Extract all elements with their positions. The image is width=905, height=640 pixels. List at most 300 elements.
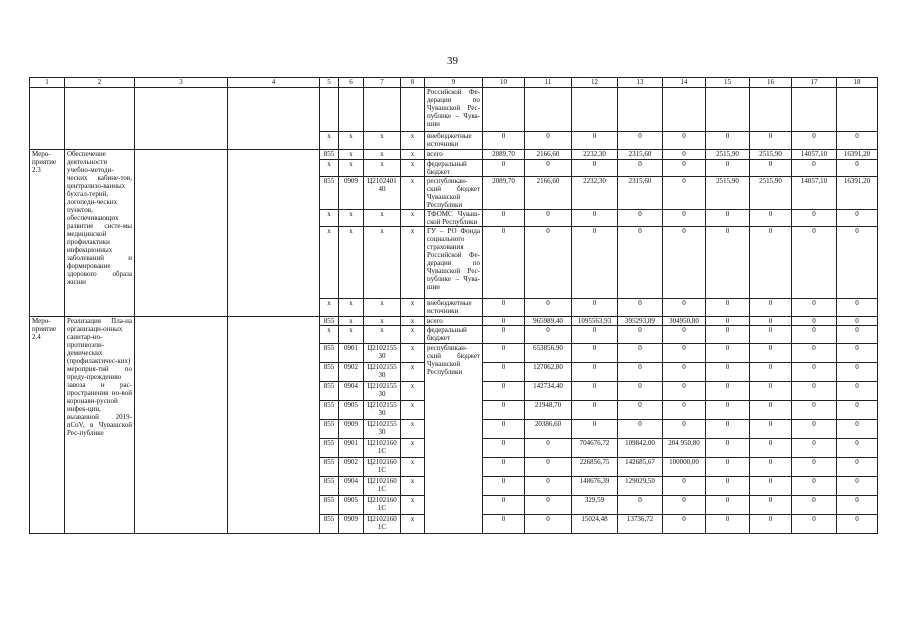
table-cell: x xyxy=(339,326,364,344)
table-cell: 0 xyxy=(483,317,525,326)
table-cell: 855 xyxy=(320,317,339,326)
table-cell: Ц2102155 30 xyxy=(364,344,401,363)
table-cell: 0 xyxy=(792,420,837,439)
table-cell: x xyxy=(320,299,339,317)
table-cell: 0 xyxy=(837,496,878,515)
table-cell: x xyxy=(339,299,364,317)
table-cell: 0 xyxy=(792,160,837,177)
table-cell: 855 xyxy=(320,344,339,363)
empty-cell xyxy=(228,150,320,317)
table-cell: 16391,20 xyxy=(837,150,878,160)
table-cell: x xyxy=(401,160,425,177)
column-number: 15 xyxy=(706,78,750,88)
table-cell: 0 xyxy=(618,132,663,150)
source-of-funding: Российской Фе-дерации по Чувашской Рес-публике – Чува-шии xyxy=(425,88,483,132)
empty-cell xyxy=(339,88,364,132)
table-cell: 0 xyxy=(663,210,706,227)
empty-cell xyxy=(837,88,878,132)
table-cell: x xyxy=(364,160,401,177)
table-cell: 0 xyxy=(837,317,878,326)
table-cell: 0 xyxy=(663,401,706,420)
table-cell: x xyxy=(401,420,425,439)
table-cell: x xyxy=(401,326,425,344)
table-cell: 2089,70 xyxy=(483,150,525,160)
table-cell: 0 xyxy=(663,132,706,150)
table-cell: 0 xyxy=(525,496,572,515)
table-cell: 855 xyxy=(320,177,339,210)
table-cell: 0 xyxy=(706,160,750,177)
table-cell: x xyxy=(339,132,364,150)
table-cell: x xyxy=(401,401,425,420)
table-cell: 0 xyxy=(750,326,792,344)
empty-cell xyxy=(706,88,750,132)
table-cell: x xyxy=(401,439,425,458)
table-cell: 0 xyxy=(618,227,663,299)
table-cell: 0 xyxy=(483,401,525,420)
table-cell: x xyxy=(364,227,401,299)
table-cell: 0 xyxy=(618,382,663,401)
table-cell: 0 xyxy=(572,401,618,420)
table-cell: 14057,10 xyxy=(792,150,837,160)
source-of-funding: республикан-ский бюджет Чувашской Республики xyxy=(425,344,483,534)
table-cell: 0 xyxy=(750,317,792,326)
table-cell: 0 xyxy=(706,326,750,344)
column-number: 11 xyxy=(525,78,572,88)
table-cell: x xyxy=(339,150,364,160)
table-cell: 0 xyxy=(483,160,525,177)
table-cell: 0 xyxy=(663,177,706,210)
table-cell: 0 xyxy=(750,515,792,534)
table-cell: Ц2102160 1С xyxy=(364,477,401,496)
table-cell: 0 xyxy=(706,515,750,534)
table-cell: 0 xyxy=(572,132,618,150)
table-cell: 0909 xyxy=(339,420,364,439)
table-cell: 0905 xyxy=(339,496,364,515)
measure-label: Меро-приятие 2.3 xyxy=(30,150,65,317)
table-cell: 0 xyxy=(663,150,706,160)
table-cell: 0 xyxy=(837,344,878,363)
column-number-row xyxy=(30,78,878,88)
table-cell: 14057,10 xyxy=(792,177,837,210)
table-cell: 855 xyxy=(320,515,339,534)
empty-cell xyxy=(30,88,65,150)
table-cell: 0 xyxy=(483,344,525,363)
table-cell: 0 xyxy=(792,382,837,401)
table-cell: 0 xyxy=(483,326,525,344)
column-number: 14 xyxy=(663,78,706,88)
table-cell: 0 xyxy=(750,496,792,515)
table-cell: 0 xyxy=(525,515,572,534)
table-cell: 0 xyxy=(837,420,878,439)
table-cell: 0 xyxy=(663,299,706,317)
table-cell: 0 xyxy=(525,160,572,177)
table-cell: 1095563,93 xyxy=(572,317,618,326)
source-of-funding: всего xyxy=(425,150,483,160)
column-number: 13 xyxy=(618,78,663,88)
table-cell: Ц2102155 30 xyxy=(364,363,401,382)
table-cell: 0 xyxy=(750,477,792,496)
table-cell: 0 xyxy=(525,299,572,317)
table-cell: x xyxy=(320,160,339,177)
table-cell: 0 xyxy=(792,210,837,227)
table-cell: 2232,30 xyxy=(572,177,618,210)
empty-cell xyxy=(320,88,339,132)
table-cell: x xyxy=(401,477,425,496)
table-cell: 2166,60 xyxy=(525,150,572,160)
table-cell: 0 xyxy=(792,227,837,299)
table-cell: 148676,39 xyxy=(572,477,618,496)
column-number: 6 xyxy=(339,78,364,88)
table-cell: 21948,70 xyxy=(525,401,572,420)
table-cell: 100000,00 xyxy=(663,458,706,477)
table-cell: 0 xyxy=(525,477,572,496)
table-cell: x xyxy=(364,299,401,317)
column-number: 8 xyxy=(401,78,425,88)
table-cell: Ц2102160 1С xyxy=(364,515,401,534)
table-cell: 15024,48 xyxy=(572,515,618,534)
table-cell: x xyxy=(401,363,425,382)
table-cell: 0 xyxy=(618,326,663,344)
table-cell: 0 xyxy=(572,344,618,363)
table-cell: 0 xyxy=(483,132,525,150)
table-cell: 0 xyxy=(792,515,837,534)
table-cell: 0 xyxy=(483,227,525,299)
table-cell: 0 xyxy=(618,420,663,439)
table-cell: 0 xyxy=(750,458,792,477)
empty-cell xyxy=(525,88,572,132)
table-cell: x xyxy=(401,344,425,363)
table-cell: x xyxy=(339,317,364,326)
table-cell: 0 xyxy=(663,227,706,299)
empty-cell xyxy=(135,150,228,317)
table-cell: 0 xyxy=(792,132,837,150)
table-cell: 0 xyxy=(750,420,792,439)
table-cell: 0 xyxy=(837,439,878,458)
table-cell: 0 xyxy=(483,210,525,227)
table-cell: 0 xyxy=(706,420,750,439)
table-cell: 0 xyxy=(663,363,706,382)
table-cell: 0 xyxy=(706,401,750,420)
table-cell: 0901 xyxy=(339,344,364,363)
table-cell: 0 xyxy=(837,515,878,534)
table-cell: 2166,60 xyxy=(525,177,572,210)
table-cell: 0904 xyxy=(339,382,364,401)
table-cell: Ц2102155 30 xyxy=(364,401,401,420)
table-cell: 395293,89 xyxy=(618,317,663,326)
table-cell: 0 xyxy=(663,477,706,496)
table-cell: 0904 xyxy=(339,477,364,496)
table-cell: x xyxy=(401,382,425,401)
table-cell: 0 xyxy=(483,439,525,458)
table-cell: 0 xyxy=(706,363,750,382)
column-number: 10 xyxy=(483,78,525,88)
table-cell: 855 xyxy=(320,458,339,477)
table-cell: 0901 xyxy=(339,439,364,458)
source-of-funding: федеральный бюджет xyxy=(425,160,483,177)
table-cell: 0 xyxy=(837,401,878,420)
table-cell: 0 xyxy=(750,344,792,363)
table-cell: 0 xyxy=(483,299,525,317)
measure-label: Меро-приятие 2.4 xyxy=(30,317,65,534)
table-cell: 0 xyxy=(837,227,878,299)
column-number: 9 xyxy=(425,78,483,88)
table-cell: 2315,60 xyxy=(618,177,663,210)
table-cell: 0 xyxy=(663,326,706,344)
table-cell: 0 xyxy=(618,363,663,382)
table-cell: 0 xyxy=(663,344,706,363)
empty-cell xyxy=(792,88,837,132)
table-cell: 0 xyxy=(706,227,750,299)
table-cell: 855 xyxy=(320,496,339,515)
table-cell: 0 xyxy=(572,210,618,227)
empty-cell xyxy=(135,88,228,150)
table-cell: 0 xyxy=(837,477,878,496)
table-cell: 0 xyxy=(525,227,572,299)
table-cell: 855 xyxy=(320,382,339,401)
table-cell: 304950,80 xyxy=(663,317,706,326)
table-cell: 0 xyxy=(483,477,525,496)
measure-description: Реализация Пла-на организаци-онных санитар-но-противоэпи-демических (профилактичес-ких) мероприя-тий по преду-преждению завоза и рас-пространения но-вой коронави-русной инфек-ции, вызванной 2019-nCoV, в Чувашской Рес-публике xyxy=(65,317,135,534)
table-cell: 13736,72 xyxy=(618,515,663,534)
table-cell: 0 xyxy=(750,160,792,177)
table-cell: 0 xyxy=(792,317,837,326)
table-cell: x xyxy=(339,227,364,299)
table-cell: 0 xyxy=(572,299,618,317)
empty-cell xyxy=(483,88,525,132)
column-number: 16 xyxy=(750,78,792,88)
column-number: 1 xyxy=(30,78,65,88)
table-cell: 855 xyxy=(320,420,339,439)
column-number: 12 xyxy=(572,78,618,88)
table-cell: Ц2102155 30 xyxy=(364,420,401,439)
table-cell: x xyxy=(401,150,425,160)
table-cell: 0 xyxy=(525,132,572,150)
table-cell: x xyxy=(320,326,339,344)
table-cell: 855 xyxy=(320,150,339,160)
table-cell: 855 xyxy=(320,477,339,496)
table-cell: 129029,50 xyxy=(618,477,663,496)
column-number: 7 xyxy=(364,78,401,88)
source-of-funding: федеральный бюджет xyxy=(425,326,483,344)
table-cell: 204 950,80 xyxy=(663,439,706,458)
table-cell: 0 xyxy=(792,344,837,363)
table-cell: 0 xyxy=(792,326,837,344)
budget-table xyxy=(29,77,878,534)
table-cell: 0 xyxy=(483,515,525,534)
table-cell: 0 xyxy=(572,227,618,299)
table-cell: x xyxy=(320,210,339,227)
empty-cell xyxy=(228,88,320,150)
table-cell: x xyxy=(320,227,339,299)
table-cell: 16391,20 xyxy=(837,177,878,210)
table-cell: 704676,72 xyxy=(572,439,618,458)
table-cell: x xyxy=(364,150,401,160)
table-cell: x xyxy=(401,515,425,534)
table-cell: x xyxy=(401,299,425,317)
table-cell: 0 xyxy=(792,496,837,515)
table-cell: 0 xyxy=(837,382,878,401)
table-cell: x xyxy=(339,210,364,227)
table-cell: 0 xyxy=(618,160,663,177)
table-cell: 855 xyxy=(320,401,339,420)
table-cell: Ц2102160 1С xyxy=(364,458,401,477)
table-cell: x xyxy=(401,210,425,227)
source-of-funding: ГУ – РО Фонда социального страхования Российской Фе-дерации по Чувашской Рес-публике – Чува-шии xyxy=(425,227,483,299)
table-cell: 0 xyxy=(837,132,878,150)
table-cell: 127062,80 xyxy=(525,363,572,382)
table-cell: 142685,67 xyxy=(618,458,663,477)
table-cell: 0 xyxy=(706,439,750,458)
table-cell: 0 xyxy=(837,458,878,477)
empty-cell xyxy=(135,317,228,534)
table-cell: 0 xyxy=(706,496,750,515)
table-cell: 2515,90 xyxy=(750,150,792,160)
table-cell: 2515,90 xyxy=(750,177,792,210)
table-cell: 0 xyxy=(618,210,663,227)
table-cell: Ц2102160 1С xyxy=(364,439,401,458)
table-cell: 2089,70 xyxy=(483,177,525,210)
empty-cell xyxy=(401,88,425,132)
source-of-funding: республикан-ский бюджет Чувашской Республики xyxy=(425,177,483,210)
table-cell: 0 xyxy=(706,458,750,477)
table-cell: 855 xyxy=(320,439,339,458)
table-cell: 0 xyxy=(750,382,792,401)
table-cell: 0 xyxy=(837,299,878,317)
table-cell: 20386,60 xyxy=(525,420,572,439)
table-cell: 0 xyxy=(663,496,706,515)
table-cell: 0 xyxy=(618,401,663,420)
table-cell: 0 xyxy=(792,299,837,317)
source-of-funding: внебюджетные источники xyxy=(425,299,483,317)
table-cell: 0 xyxy=(618,344,663,363)
table-cell: 0 xyxy=(663,515,706,534)
empty-cell xyxy=(364,88,401,132)
table-cell: Ц2102155 30 xyxy=(364,382,401,401)
table-cell: 0909 xyxy=(339,515,364,534)
table-cell: 0 xyxy=(572,160,618,177)
table-cell: 0 xyxy=(792,439,837,458)
source-of-funding: внебюджетные источники xyxy=(425,132,483,150)
table-cell: 965989,40 xyxy=(525,317,572,326)
table-cell: 226856,75 xyxy=(572,458,618,477)
table-cell: 0 xyxy=(572,326,618,344)
table-cell: 0 xyxy=(525,326,572,344)
table-cell: 0 xyxy=(792,401,837,420)
empty-cell xyxy=(750,88,792,132)
table-cell: 0 xyxy=(837,363,878,382)
table-cell: 0 xyxy=(663,420,706,439)
table-cell: 0 xyxy=(706,299,750,317)
empty-cell xyxy=(65,88,135,150)
table-row xyxy=(30,150,878,160)
column-number: 17 xyxy=(792,78,837,88)
table-cell: 329,59 xyxy=(572,496,618,515)
table-cell: 0 xyxy=(750,299,792,317)
table-cell: 0 xyxy=(837,160,878,177)
table-cell: 142734,40 xyxy=(525,382,572,401)
table-cell: 0 xyxy=(483,382,525,401)
table-cell: x xyxy=(401,132,425,150)
page-number: 39 xyxy=(447,55,458,67)
table-cell: 855 xyxy=(320,363,339,382)
table-cell: 0 xyxy=(663,160,706,177)
table-cell: 653856,90 xyxy=(525,344,572,363)
table-cell: 0 xyxy=(572,420,618,439)
table-row xyxy=(30,317,878,326)
table-cell: 0 xyxy=(525,210,572,227)
table-row xyxy=(30,88,878,132)
table-cell: 0 xyxy=(837,326,878,344)
table-cell: 0 xyxy=(750,132,792,150)
table-cell: 0 xyxy=(483,363,525,382)
table-cell: 0 xyxy=(750,227,792,299)
table-cell: x xyxy=(401,317,425,326)
table-cell: Ц2102160 1С xyxy=(364,496,401,515)
table-cell: x xyxy=(401,496,425,515)
table-cell: x xyxy=(339,160,364,177)
table-cell: 0 xyxy=(525,458,572,477)
table-cell: 0 xyxy=(706,210,750,227)
table-cell: 0 xyxy=(792,363,837,382)
column-number: 5 xyxy=(320,78,339,88)
table-cell: 0905 xyxy=(339,401,364,420)
table-cell: 0 xyxy=(483,496,525,515)
table-cell: x xyxy=(401,227,425,299)
table-cell: 0 xyxy=(792,458,837,477)
source-of-funding: ТФОМС Чуваш-ской Республики xyxy=(425,210,483,227)
empty-cell xyxy=(663,88,706,132)
table-cell: x xyxy=(401,177,425,210)
table-cell: 2515,90 xyxy=(706,177,750,210)
column-number: 2 xyxy=(65,78,135,88)
table-cell: 0 xyxy=(572,363,618,382)
table-cell: 0 xyxy=(663,382,706,401)
table-cell: 0902 xyxy=(339,458,364,477)
column-number: 3 xyxy=(135,78,228,88)
table-cell: x xyxy=(320,132,339,150)
table-cell: 0 xyxy=(706,317,750,326)
table-cell: 0 xyxy=(706,132,750,150)
table-cell: 0909 xyxy=(339,177,364,210)
table-cell: 0 xyxy=(750,439,792,458)
table-cell: 2515,90 xyxy=(706,150,750,160)
table-cell: x xyxy=(364,210,401,227)
table-cell: 0 xyxy=(706,477,750,496)
table-cell: x xyxy=(364,132,401,150)
table-cell: 109842,00 xyxy=(618,439,663,458)
measure-description: Обеспечение деятельности учебно-методи-ческих кабине-тов, централизо-ванных бухгал-терий, логопеди-ческих пунктов, обеспечивающих развитие систе-мы медицинской профилактики инфекционных заболеваний и формирование здорового образа жизни xyxy=(65,150,135,317)
table-cell: 0 xyxy=(483,458,525,477)
empty-cell xyxy=(572,88,618,132)
empty-cell xyxy=(618,88,663,132)
column-number: 18 xyxy=(837,78,878,88)
table-cell: 0 xyxy=(706,382,750,401)
table-cell: 0 xyxy=(792,477,837,496)
table-cell: 0 xyxy=(483,420,525,439)
table-cell: x xyxy=(364,326,401,344)
table-cell: 2232,30 xyxy=(572,150,618,160)
source-of-funding: всего xyxy=(425,317,483,326)
table-cell: 2315,60 xyxy=(618,150,663,160)
table-cell: 0 xyxy=(837,210,878,227)
table-cell: 0902 xyxy=(339,363,364,382)
table-cell: 0 xyxy=(750,363,792,382)
empty-cell xyxy=(228,317,320,534)
table-cell: 0 xyxy=(525,439,572,458)
table-cell: x xyxy=(364,317,401,326)
column-number: 4 xyxy=(228,78,320,88)
table-cell: 0 xyxy=(618,496,663,515)
